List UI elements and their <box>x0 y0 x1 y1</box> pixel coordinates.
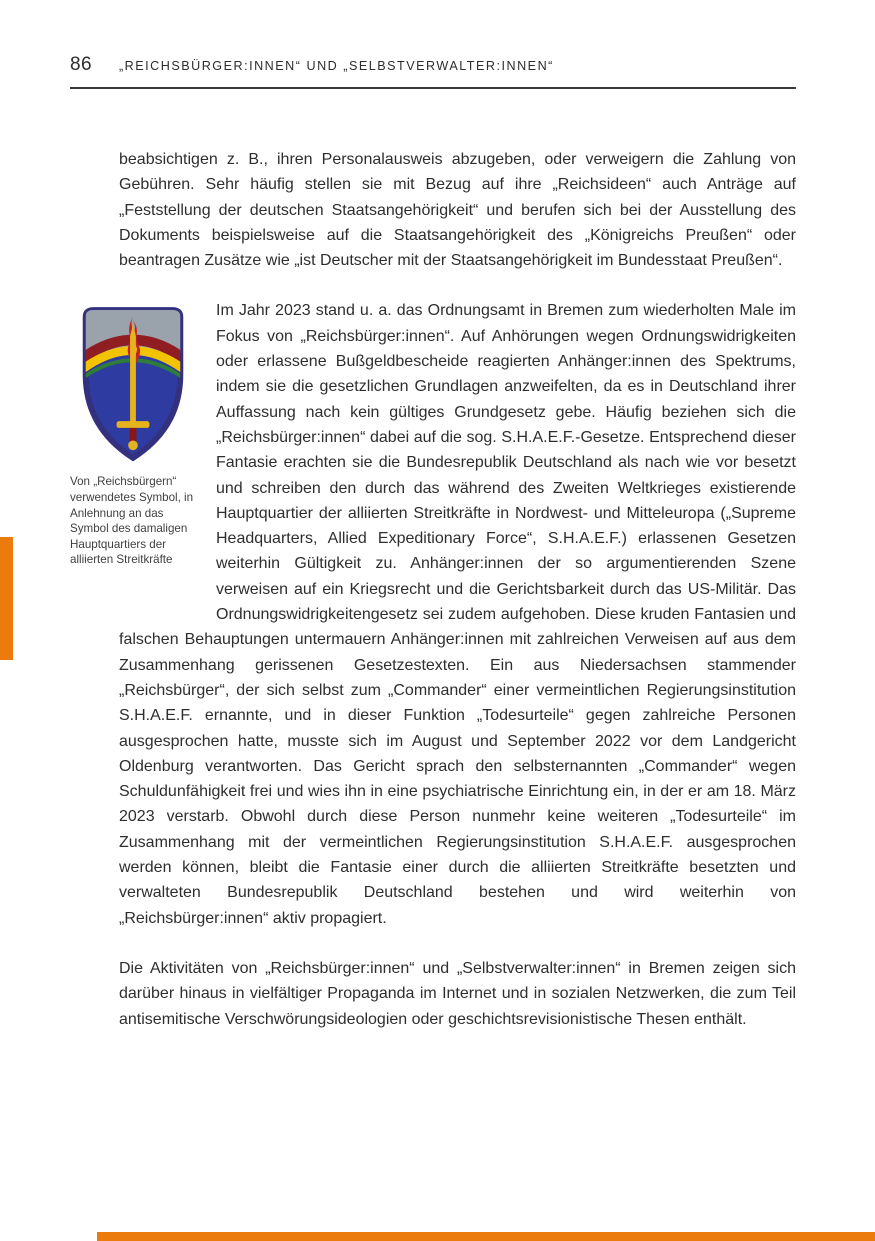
shaef-figure <box>70 298 216 602</box>
figure-block <box>70 301 206 568</box>
chapter-title: „REICHSBÜRGER:INNEN“ UND „SELBSTVERWALTER:INNEN“ <box>118 59 554 73</box>
paragraph-1: beabsichtigen z. B., ihren Personalausweis abzugeben, oder verweigern die Zahlung von Gebühren. Sehr häufig stellen sie mit Bezug auf ihre „Reichsideen“ auch Anträge auf „Feststellung der deutschen Staatsangehörigkeit“ und berufen sich bei der Ausstellung des Dokuments beispielsweise auf die Staatsangehörigkeit des „Königreichs Preußen“ oder beantragen Zusätze wie „ist Deutscher mit der Staatsangehörigkeit im Bundesstaat Preußen“. <box>119 151 796 270</box>
page-number: 86 <box>70 54 92 75</box>
figure-caption: Von „Reichsbürgern“ verwendetes Symbol, in Anlehnung an das Symbol des damaligen Hauptquartiers der alliierten Streitkräfte <box>70 475 194 567</box>
footer-accent-bar <box>97 1232 875 1241</box>
page-header <box>70 54 796 89</box>
chapter-side-tab <box>0 537 13 660</box>
shaef-emblem-image <box>75 301 191 464</box>
paragraph-2 <box>70 298 796 930</box>
paragraph-3: Die Aktivitäten von „Reichsbürger:innen“ und „Selbstverwalter:innen“ in Bremen zeigen sich darüber hinaus in vielfältiger Propaganda im Internet und in sozialen Netzwerken, die zum Teil antisemitische Verschwörungsideologien oder geschichtsrevisionistische Thesen enthält. <box>119 959 796 1028</box>
body-text <box>70 147 796 1032</box>
paragraph-2-text: Im Jahr 2023 stand u. a. das Ordnungsamt in Bremen zum wiederholten Male im Fokus von „Reichsbürger:innen“. Auf Anhörungen wegen Ordnungswidrigkeiten oder erlassene Bußgeldbescheide reagierten Anhänger:innen des Spektrums, indem sie die gesetzlichen Grundlagen anzweifelten, da es in Deutschland ihrer Auffassung nach kein gültiges Grundgesetz gebe. Häufig beziehen sich die „Reichsbürger:innen“ dabei auf die sog. S.H.A.E.F.-Gesetze. Entsprechend dieser Fantasie erachten sie die Bundesrepublik Deutschland als nach wie vor besetzt und schreiben den durch das während des Zweiten Weltkrieges existierende Hauptquartier der alliierten Streitkräfte in Nordwest- und Mitteleuropa („Supreme Headquarters, Allied Expeditionary Force“, S.H.A.E.F.) erlassenen Gesetzen weiterhin Gültigkeit zu. Anhänger:innen der so argumentierenden Szene verweisen auf ein Kriegsrecht und die Gerichtsbarkeit durch das US-Militär. Das Ordnungswidrigkeitengesetz sei zudem aufgehoben. Diese kruden Fantasien und falschen Behauptungen untermauern Anhänger:innen mit zahlreichen Verweisen auf aus dem Zusammenhang gerissenen Gesetzestexten. Ein aus Niedersachsen stammender „Reichsbürger“, der sich selbst zum „Commander“ einer vermeintlichen Regierungsinstitution S.H.A.E.F. ernannte, und in dieser Funktion „Todesurteile“ gegen zahlreiche Personen ausgesprochen hatte, musste sich im August und September 2022 vor dem Landgericht Oldenburg verantworten. Das Gericht sprach den selbsternannten „Commander“ wegen Schuldunfähigkeit frei und wies ihn in eine psychiatrische Einrichtung ein, in der er am 18. März 2023 verstarb. Obwohl durch diese Person nunmehr keine weiteren „Todesurteile“ im Zusammenhang mit der vermeintlichen Regierungsinstitution S.H.A.E.F. ausgesprochen werden können, bleibt die Fantasie einer durch die alliierten Streitkräfte besetzten und verwalteten Bundesrepublik Deutschland bestehen und wird weiterhin von „Reichsbürger:innen“ aktiv propagiert. <box>119 302 796 927</box>
